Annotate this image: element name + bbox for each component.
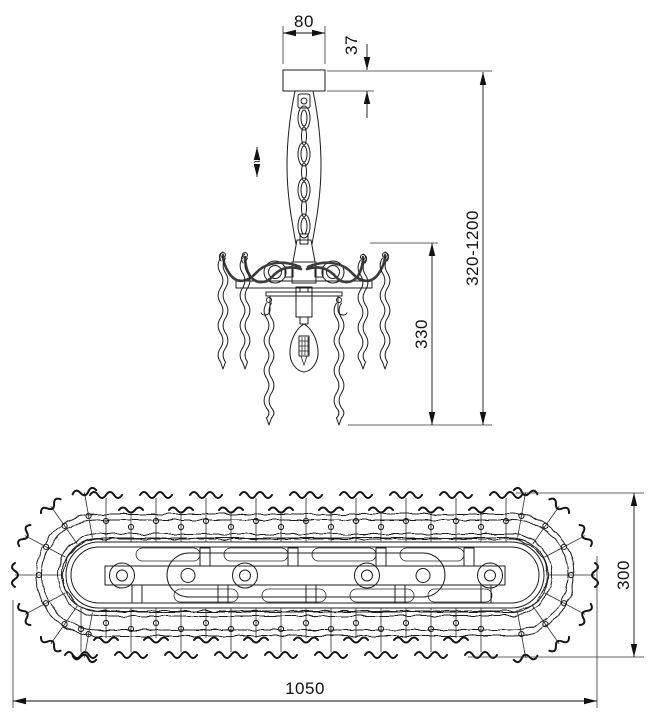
dim-label-1050: 1050 [285, 679, 325, 698]
crystal-pendants [218, 253, 390, 426]
plan-view [12, 487, 644, 708]
tilde-label: ~ [251, 153, 263, 170]
chain-sleeve [287, 91, 321, 244]
side-elevation-view [218, 12, 492, 425]
dim-overall-height [463, 72, 483, 425]
dim-label-80: 80 [294, 12, 314, 31]
dim-label-37: 37 [342, 35, 361, 55]
candle-lamp [290, 287, 318, 372]
dim-canopy-height [327, 35, 492, 118]
suspension-chain [298, 106, 310, 244]
dim-overall-length [13, 556, 597, 708]
dim-label-300: 300 [614, 560, 633, 590]
height-adjustment-symbol [251, 147, 262, 177]
dim-label-320-1200: 320-1200 [463, 210, 482, 286]
dim-label-330: 330 [412, 319, 431, 349]
lower-tier-bar [266, 292, 342, 296]
fixture-hub [236, 240, 372, 315]
inner-structure [132, 548, 492, 603]
dim-canopy-width [283, 12, 325, 64]
ceiling-canopy [283, 70, 325, 91]
